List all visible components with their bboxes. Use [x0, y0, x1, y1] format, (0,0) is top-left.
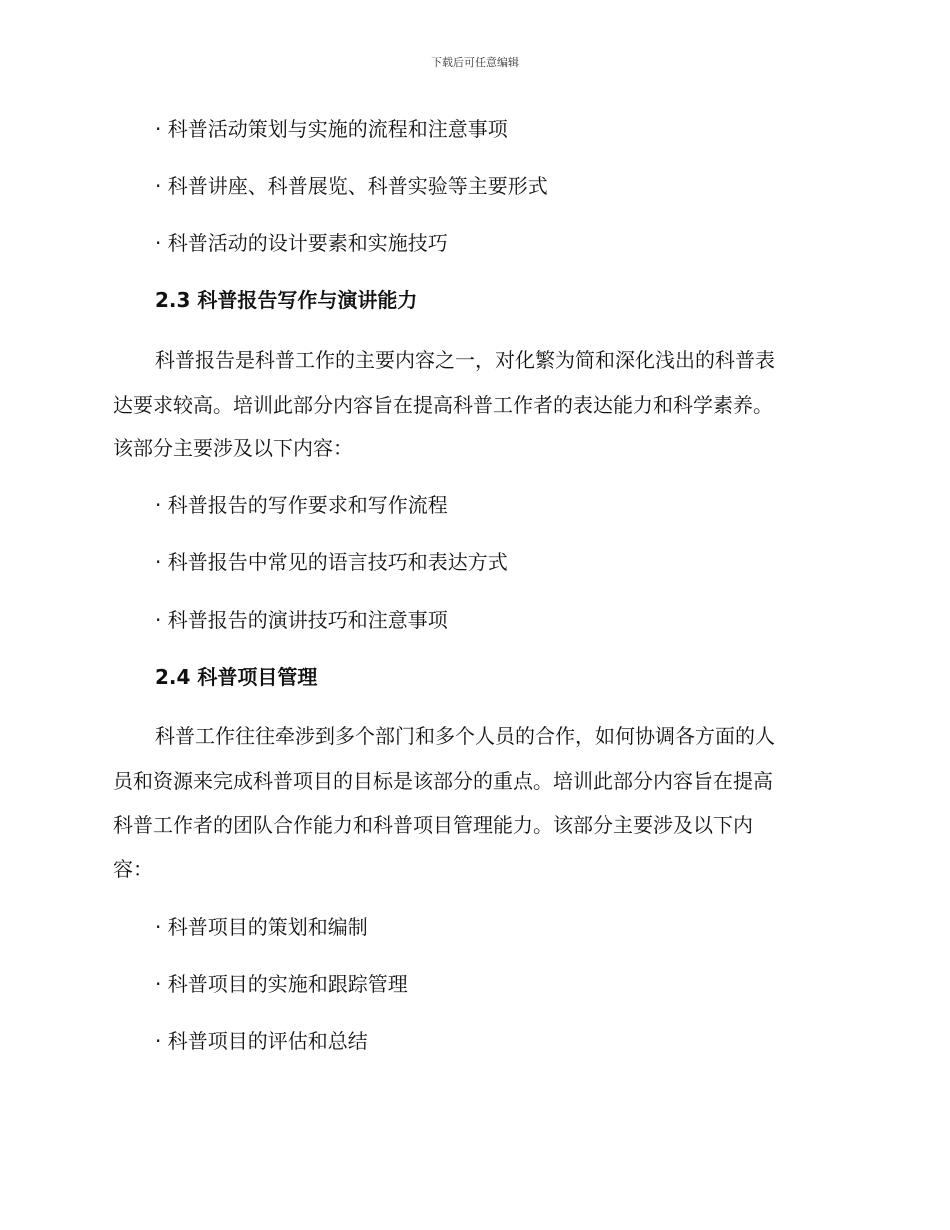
paragraph-line: 达要求较高。培训此部分内容旨在提高科普工作者的表达能力和科学素养。 — [113, 393, 773, 417]
paragraph-line: 科普报告是科普工作的主要内容之一，对化繁为简和深化浅出的科普表 — [155, 348, 775, 372]
paragraph-line: 容： — [113, 857, 153, 881]
paragraph-line: 科普工作者的团队合作能力和科普项目管理能力。该部分主要涉及以下内 — [113, 813, 753, 837]
list-item: · 科普项目的实施和跟踪管理 — [155, 972, 408, 996]
list-item: · 科普活动的设计要素和实施技巧 — [155, 231, 448, 255]
list-item: · 科普报告中常见的语言技巧和表达方式 — [155, 550, 508, 574]
paragraph-line: 科普工作往往牵涉到多个部门和多个人员的合作，如何协调各方面的人 — [155, 724, 775, 748]
section-heading-2-4: 2.4 科普项目管理 — [155, 665, 318, 689]
paragraph-line: 员和资源来完成科普项目的目标是该部分的重点。培训此部分内容旨在提高 — [113, 769, 773, 793]
page-header-note: 下载后可任意编辑 — [431, 56, 519, 69]
list-item: · 科普活动策划与实施的流程和注意事项 — [155, 117, 508, 141]
list-item: · 科普报告的写作要求和写作流程 — [155, 493, 448, 517]
paragraph-line: 该部分主要涉及以下内容： — [113, 436, 353, 460]
section-heading-2-3: 2.3 科普报告写作与演讲能力 — [155, 288, 418, 312]
list-item: · 科普讲座、科普展览、科普实验等主要形式 — [155, 174, 548, 198]
list-item: · 科普项目的策划和编制 — [155, 915, 368, 939]
list-item: · 科普项目的评估和总结 — [155, 1029, 368, 1053]
list-item: · 科普报告的演讲技巧和注意事项 — [155, 608, 448, 632]
